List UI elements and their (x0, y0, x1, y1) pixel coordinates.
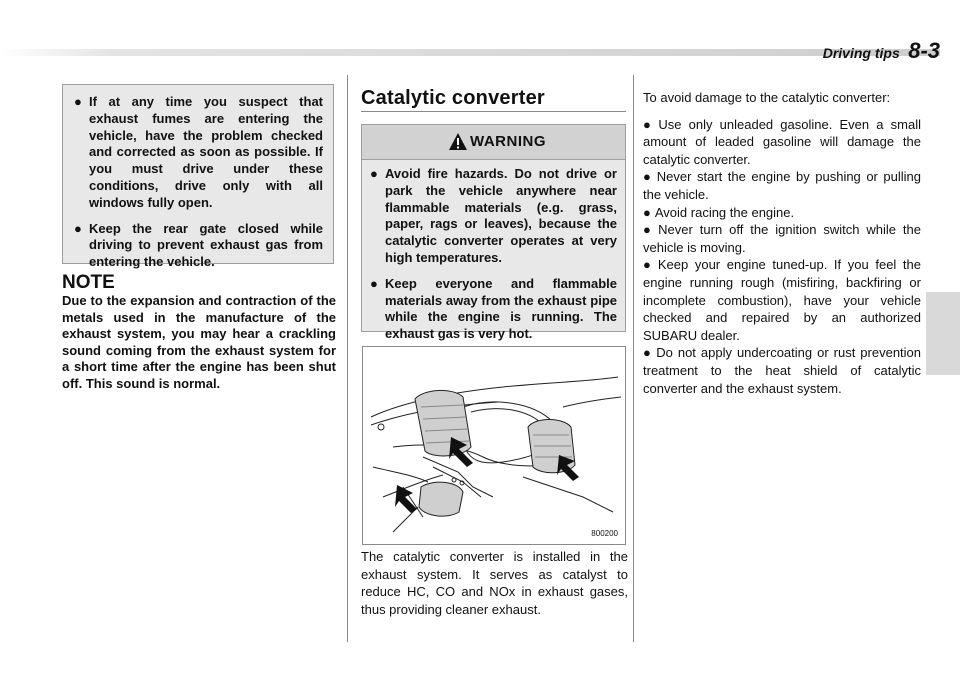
tips-intro: To avoid damage to the catalytic converter: (643, 90, 891, 105)
underbody-drawing (363, 347, 625, 544)
tip-item-text: Do not apply undercoating or rust prevention treatment to the heat shield of catalytic converter and the exhaust system. (643, 345, 922, 396)
tip-item (643, 221, 921, 256)
chapter-thumb-tab (926, 292, 960, 375)
bullet-icon: ● (643, 169, 653, 185)
tip-item (643, 344, 921, 397)
tip-item (643, 168, 921, 203)
tip-item-text: Keep your engine tuned-up. If you feel the engine running rough (misfiring, backfiring or incomplete combustion), have your vehicle checked and repaired by an authorized SUBARU dealer. (643, 257, 921, 343)
warning-triangle-icon (448, 132, 468, 151)
column-divider (633, 75, 634, 642)
caution-item-text: If at any time you suspect that exhaust fumes are entering the vehicle, have the problem checked and corrected as soon as possible. If you must drive under these conditions, drive only with all windows fully open. (89, 94, 323, 210)
bullet-icon: ● (643, 204, 651, 220)
warning-item-text: Avoid fire hazards. Do not drive or park the vehicle anywhere near flammable materials (e.g. grass, paper, rags or leaves), because the catalytic converter operates at very high temperatures. (385, 166, 617, 265)
warning-item (367, 276, 617, 343)
caution-box (62, 84, 334, 270)
tip-item (643, 204, 921, 222)
right-column (643, 89, 921, 397)
caution-item (71, 221, 323, 271)
warning-item-text: Keep everyone and flammable materials away from the exhaust pipe while the engine is running. The exhaust gas is very hot. (385, 275, 617, 342)
catalytic-converter-illustration (362, 346, 626, 545)
note-heading: NOTE (62, 272, 115, 293)
heading-rule (361, 111, 626, 112)
header-rule (0, 49, 940, 56)
caution-item (71, 94, 323, 212)
bullet-icon: ● (643, 222, 655, 238)
tip-item (643, 256, 921, 344)
warning-box (361, 160, 626, 342)
tip-item-text: Avoid racing the engine. (654, 204, 795, 220)
bullet-icon: ● (74, 94, 82, 109)
page-number: 8-3 (908, 38, 940, 63)
bullet-icon: ● (370, 166, 378, 181)
bullet-icon: ● (643, 345, 653, 361)
warning-label: WARNING (470, 133, 546, 150)
column-divider (347, 75, 348, 642)
catalytic-description: The catalytic converter is installed in the exhaust system. It serves as catalyst to reduce HC, CO and NOx in exhaust gases, thus providing cleaner exhaust. (361, 549, 628, 617)
tip-item-text: Use only unleaded gasoline. Even a small amount of leaded gasoline will damage the catalytic converter. (643, 116, 921, 167)
warning-item (367, 166, 617, 267)
section-title: Driving tips (822, 45, 900, 61)
bullet-icon: ● (74, 220, 82, 236)
bullet-icon: ● (643, 116, 655, 132)
warning-header (361, 124, 626, 160)
page-header (823, 38, 940, 64)
caution-item-text: Keep the rear gate closed while driving to prevent exhaust gas from entering the vehicle. (89, 220, 323, 270)
tip-item-text: Never turn off the ignition switch while the vehicle is moving. (643, 222, 921, 255)
tip-item (643, 116, 921, 169)
note-body: Due to the expansion and contraction of the metals used in the manufacture of the exhaust system, you may hear a crackling sound coming from the exhaust system for a short time after the engine has been shut off. This sound is normal. (62, 293, 336, 391)
figure-code: 800200 (591, 529, 618, 538)
bullet-icon: ● (370, 275, 378, 291)
section-heading: Catalytic converter (361, 87, 545, 109)
tip-item-text: Never start the engine by pushing or pulling the vehicle. (643, 169, 921, 202)
bullet-icon: ● (643, 257, 654, 273)
